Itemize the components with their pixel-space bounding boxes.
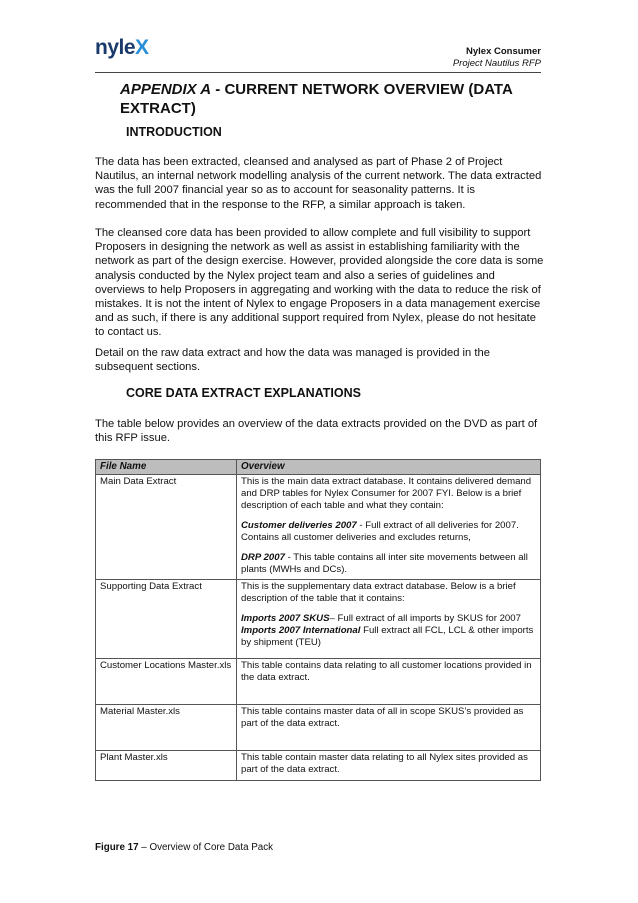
figure-caption: Figure 17 – Overview of Core Data Pack	[95, 842, 274, 853]
table-row	[96, 705, 541, 751]
intro-paragraph-1: The data has been extracted, cleansed and analysed as part of Phase 2 of Project Nautilus, an internal network modelling analysis of the current network. The data extracted was the full 2007 financial year so as to account for seasonality patterns. It is recommended that in the response to the RFP, a similar approach is taken.	[95, 156, 542, 211]
appendix-title: APPENDIX A - CURRENT NETWORK OVERVIEW (DATA EXTRACT)	[120, 81, 513, 117]
file-name-cell: Supporting Data Extract	[96, 580, 237, 659]
header-project: Project Nautilus RFP	[452, 58, 541, 69]
nylex-logo: nyleX	[95, 36, 149, 59]
intro-paragraph-3: Detail on the raw data extract and how the data was managed is provided in the subsequent sections.	[95, 347, 490, 374]
introduction-heading: INTRODUCTION	[126, 125, 222, 139]
file-name-cell: Customer Locations Master.xls	[96, 659, 237, 705]
table-row	[96, 751, 541, 781]
header-overview: Overview	[237, 460, 541, 475]
overview-cell: This table contain master data relating to all Nylex sites provided as part of the data extract.	[237, 751, 541, 781]
overview-cell: This table contains data relating to all customer locations provided in the data extract.	[237, 659, 541, 705]
table-header-row	[96, 460, 541, 475]
file-name-cell: Main Data Extract	[96, 475, 237, 580]
intro-paragraph-2: The cleansed core data has been provided to allow complete and full visibility to support Proposers in designing the network as well as assist in establishing familiarity with the network as part of the design exercise. However, provided alongside the core data is some analysis conducted by the Nylex project team and also a series of guidelines and overviews to help Proposers in aggregating and working with the data to reduce the risk of mistakes. It is not the intent of Nylex to engage Proposers in a data management exercise and as such, if there is any additional support required from Nylex, please do not hesitate to contact us.	[95, 227, 544, 339]
overview-cell: This is the supplementary data extract database. Below is a brief description of the table that it contains: Imports 2007 SKUS– Full extract of all imports by SKUS for 2007 Imports 2007 International Full extract all FCL, LCL & other imports by shipment (TEU)	[237, 580, 541, 659]
table-row	[96, 659, 541, 705]
header-rule	[95, 72, 541, 73]
page-header	[453, 46, 541, 70]
data-extract-table	[95, 459, 541, 781]
overview-cell: This table contains master data of all in scope SKUS’s provided as part of the data extract.	[237, 705, 541, 751]
file-name-cell: Plant Master.xls	[96, 751, 237, 781]
file-name-cell: Material Master.xls	[96, 705, 237, 751]
core-heading: CORE DATA EXTRACT EXPLANATIONS	[126, 386, 361, 400]
header-company: Nylex Consumer	[466, 46, 541, 57]
core-intro: The table below provides an overview of the data extracts provided on the DVD as part of this RFP issue.	[95, 418, 538, 445]
table-row	[96, 580, 541, 659]
table-row	[96, 475, 541, 580]
overview-cell: This is the main data extract database. It contains delivered demand and DRP tables for Nylex Consumer for 2007 FYI. Below is a brief description of each table and what they contain: Customer deliveries 2007 - Full extract of all deliveries for 2007. Contains all customer deliveries and excludes returns, DRP 2007 - This table contains all inter site movements between all plants (MWHs and DCs).	[237, 475, 541, 580]
header-file-name: File Name	[96, 460, 237, 475]
